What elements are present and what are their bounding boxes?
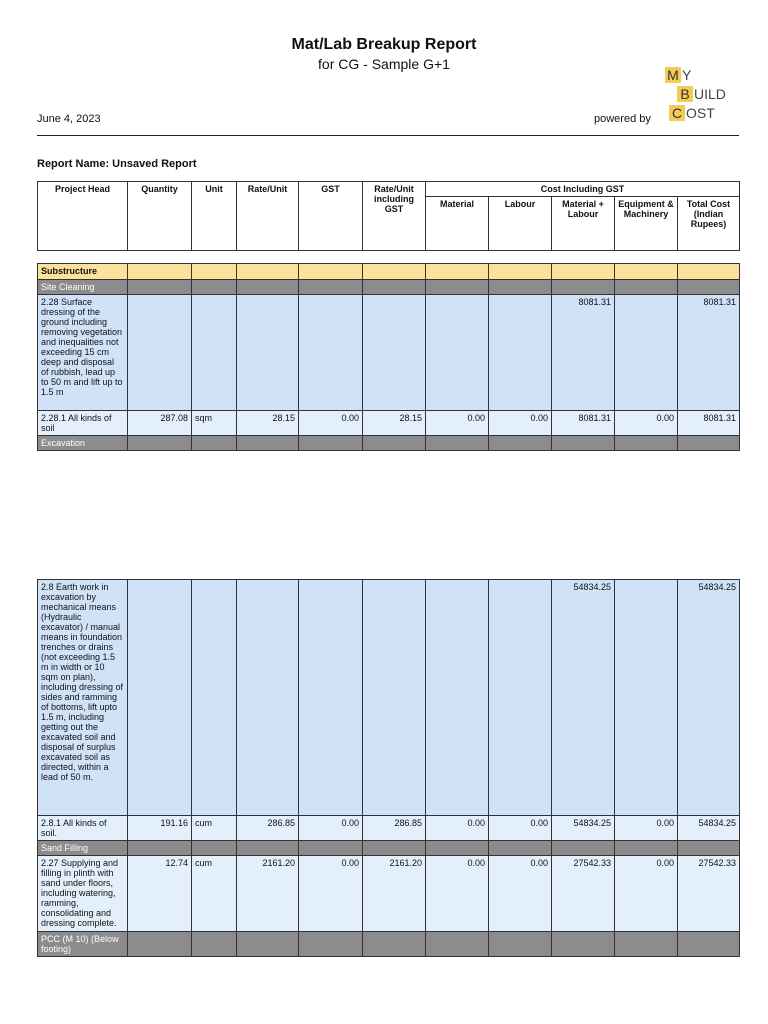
section-label: Substructure: [38, 264, 128, 280]
rate-value: 2161.20: [237, 856, 299, 932]
gst-value: 0.00: [299, 411, 363, 436]
quantity-value: 12.74: [128, 856, 192, 932]
material-value: 0.00: [426, 856, 489, 932]
labour-value: 0.00: [489, 856, 552, 932]
item-description: 2.27 Supplying and filling in plinth with sand under floors, including watering, ramming, consolidating and dressing complete.: [38, 856, 128, 932]
category-label: Site Cleaning: [38, 280, 128, 295]
rate-gst-value: 286.85: [363, 816, 426, 841]
gst-value: 0.00: [299, 856, 363, 932]
logo-letter-b: B: [677, 86, 693, 102]
rate-gst-value: 28.15: [363, 411, 426, 436]
item-description: 2.8.1 All kinds of soil.: [38, 816, 128, 841]
col-quantity: Quantity: [128, 182, 192, 251]
gst-value: 0.00: [299, 816, 363, 841]
header-divider: [37, 135, 739, 136]
item-description: 2.28.1 All kinds of soil: [38, 411, 128, 436]
table-row: [38, 295, 740, 411]
col-unit: Unit: [192, 182, 237, 251]
mat-lab-value: 54834.25: [552, 580, 615, 816]
total-value: 54834.25: [678, 816, 740, 841]
labour-value: 0.00: [489, 411, 552, 436]
logo-letter-m: M: [665, 67, 681, 83]
unit-value: cum: [192, 856, 237, 932]
total-value: 54834.25: [678, 580, 740, 816]
col-labour: Labour: [489, 197, 552, 251]
category-label: Excavation: [38, 436, 128, 451]
col-equipment: Equipment & Machinery: [615, 197, 678, 251]
equipment-value: 0.00: [615, 856, 678, 932]
category-row: [38, 932, 740, 957]
logo-letter-c: C: [669, 105, 685, 121]
quantity-value: 287.08: [128, 411, 192, 436]
col-rate-unit: Rate/Unit: [237, 182, 299, 251]
mybuildcost-logo: [665, 67, 726, 124]
mat-lab-value: 8081.31: [552, 411, 615, 436]
col-gst: GST: [299, 182, 363, 251]
table-row: [38, 856, 740, 932]
category-row: [38, 841, 740, 856]
equipment-value: 0.00: [615, 816, 678, 841]
col-cost-group: Cost Including GST: [426, 182, 740, 197]
col-rate-incl-gst: Rate/Unit including GST: [363, 182, 426, 251]
unit-value: sqm: [192, 411, 237, 436]
material-value: 0.00: [426, 411, 489, 436]
breakup-table-top: [37, 181, 740, 451]
report-title: Mat/Lab Breakup Report: [291, 36, 477, 53]
report-subtitle: for CG - Sample G+1: [318, 56, 450, 72]
category-row: [38, 280, 740, 295]
col-project-head: Project Head: [38, 182, 128, 251]
breakup-table-bottom: [37, 579, 740, 957]
powered-by-label: powered by: [594, 113, 651, 125]
logo-rest-uild: UILD: [694, 86, 726, 102]
unit-value: cum: [192, 816, 237, 841]
labour-value: 0.00: [489, 816, 552, 841]
category-label: Sand Filling: [38, 841, 128, 856]
col-material: Material: [426, 197, 489, 251]
logo-rest-ost: OST: [686, 105, 715, 121]
col-total: Total Cost (Indian Rupees): [678, 197, 740, 251]
mat-lab-value: 54834.25: [552, 816, 615, 841]
category-label: PCC (M 10) (Below footing): [38, 932, 128, 957]
table-row: [38, 411, 740, 436]
mat-lab-value: 27542.33: [552, 856, 615, 932]
total-value: 8081.31: [678, 411, 740, 436]
material-value: 0.00: [426, 816, 489, 841]
report-name: Report Name: Unsaved Report: [37, 158, 197, 170]
category-row: [38, 436, 740, 451]
col-mat-lab: Material + Labour: [552, 197, 615, 251]
rate-value: 28.15: [237, 411, 299, 436]
mat-lab-value: 8081.31: [552, 295, 615, 411]
quantity-value: 191.16: [128, 816, 192, 841]
rate-gst-value: 2161.20: [363, 856, 426, 932]
rate-value: 286.85: [237, 816, 299, 841]
section-row: [38, 264, 740, 280]
item-description: 2.8 Earth work in excavation by mechanical means (Hydraulic excavator) / manual means in foundation trenches or drains (not exceeding 1.5 m in width or 10 sqm on plan), including dressing of sides and ramming of bottoms, lift upto 1.5 m, including getting out the excavated soil and disposal of surplus excavated soil as directed, within a lead of 50 m.: [38, 580, 128, 816]
logo-rest-y: Y: [682, 67, 692, 83]
report-date: June 4, 2023: [37, 113, 101, 125]
total-value: 27542.33: [678, 856, 740, 932]
table-row: [38, 816, 740, 841]
total-value: 8081.31: [678, 295, 740, 411]
equipment-value: 0.00: [615, 411, 678, 436]
item-description: 2.28 Surface dressing of the ground including removing vegetation and inequalities not exceeding 15 cm deep and disposal of rubbish, lead up to 50 m and lift up to 1.5 m: [38, 295, 128, 411]
table-row: [38, 580, 740, 816]
